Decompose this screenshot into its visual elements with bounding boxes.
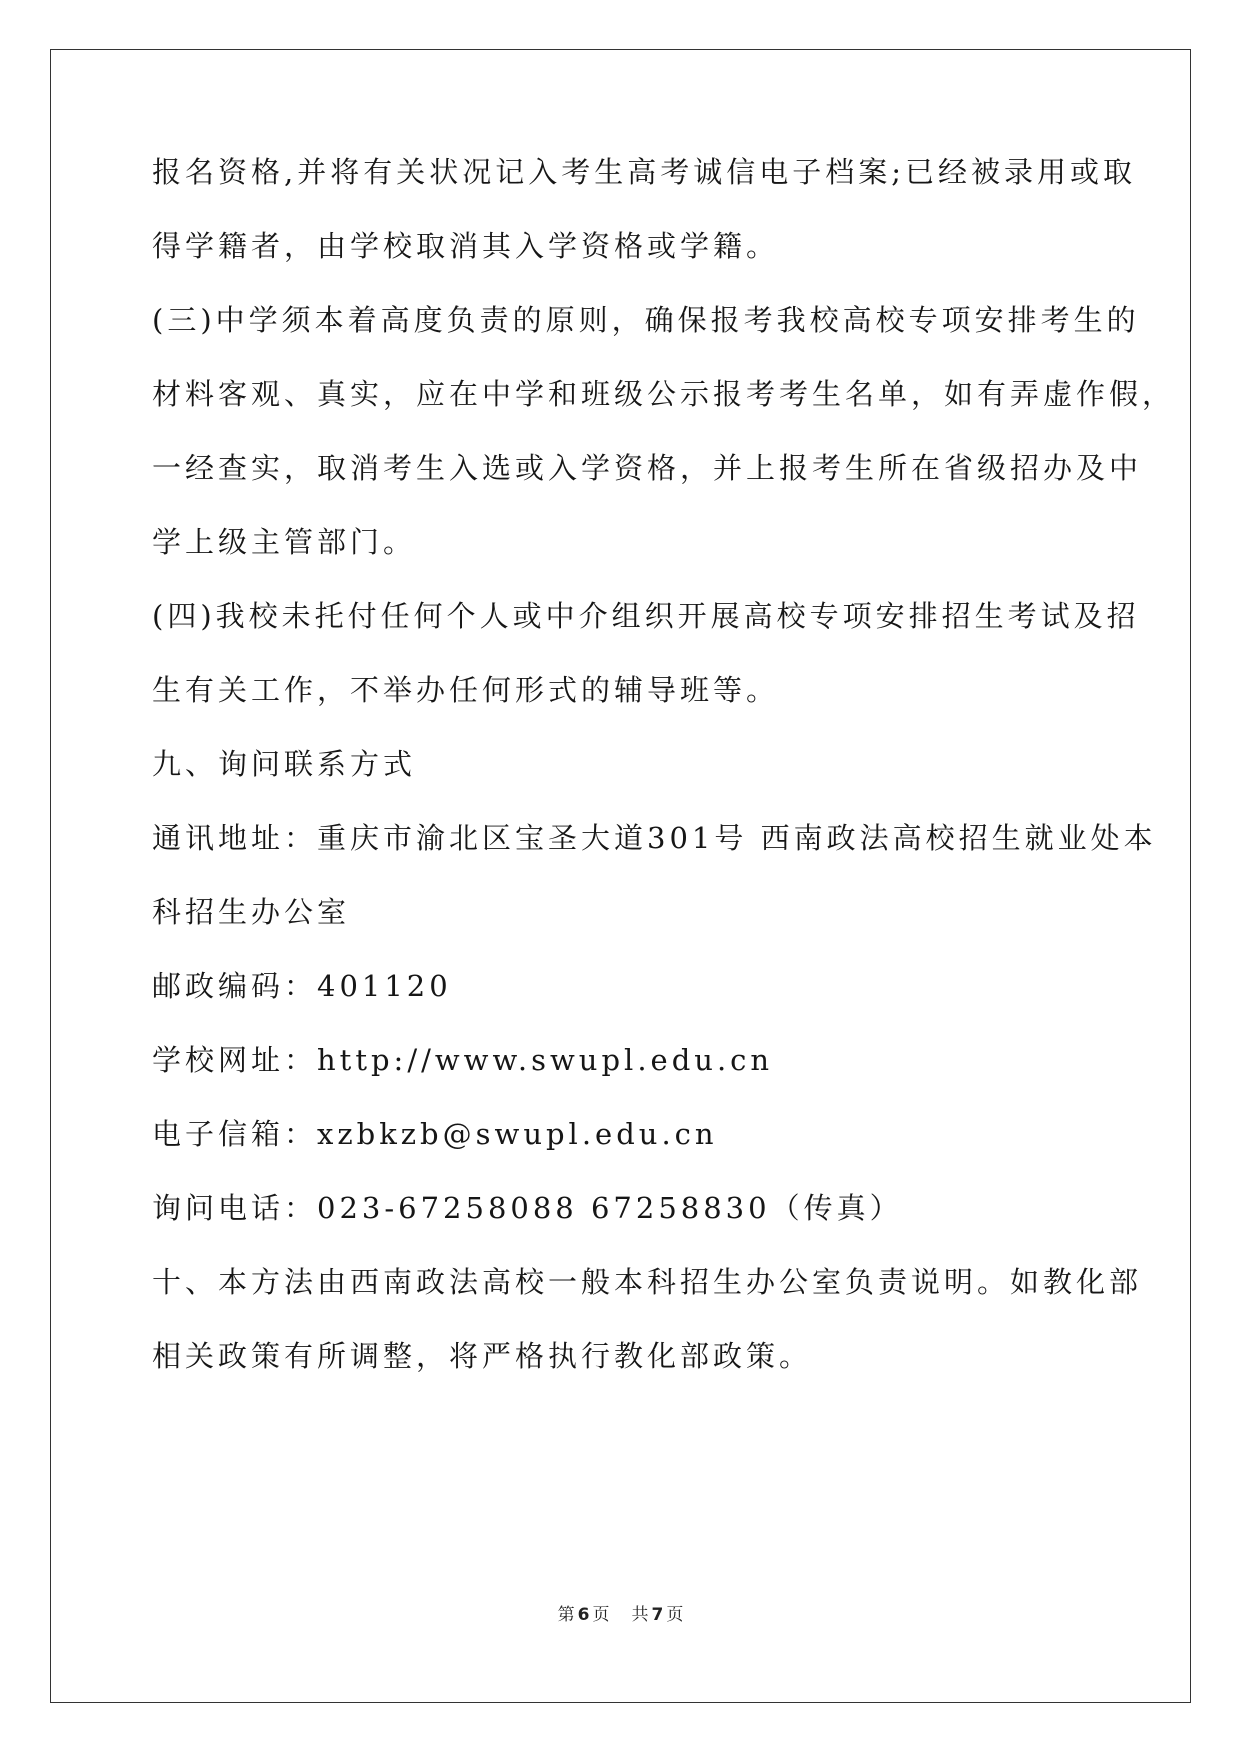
text-line-7: (四)我校未托付任何个人或中介组织开展高校专项安排招生考试及招 (152, 599, 1140, 633)
footer-total-suffix: 页 (666, 1605, 684, 1625)
page-border (50, 49, 1191, 1703)
phone: 询问电话：023-67258088 67258830（传真） (152, 1191, 903, 1225)
footer-current-page: 6 (577, 1605, 590, 1625)
section-ten-line-2: 相关政策有所调整，将严格执行教化部政策。 (152, 1339, 813, 1373)
text-line-3: (三)中学须本着高度负责的原则，确保报考我校高校专项安排考生的 (152, 303, 1140, 337)
footer-total-pages: 7 (651, 1605, 664, 1625)
section-ten-line-1: 十、本方法由西南政法高校一般本科招生办公室负责说明。如教化部 (152, 1265, 1143, 1299)
footer-total-prefix: 共 (631, 1605, 649, 1625)
footer-prefix: 第 (557, 1605, 575, 1625)
text-line-5: 一经查实，取消考生入选或入学资格，并上报考生所在省级招办及中 (152, 451, 1143, 485)
postal-code: 邮政编码：401120 (152, 969, 452, 1003)
email: 电子信箱：xzbkzb@swupl.edu.cn (152, 1117, 718, 1151)
page-footer (0, 1600, 1241, 1625)
text-line-2: 得学籍者，由学校取消其入学资格或学籍。 (152, 229, 780, 263)
footer-page-suffix: 页 (592, 1605, 610, 1625)
text-line-6: 学上级主管部门。 (152, 525, 417, 559)
address-line-2: 科招生办公室 (152, 895, 351, 929)
address-line-1: 通讯地址：重庆市渝北区宝圣大道301号 西南政法高校招生就业处本 (152, 821, 1157, 855)
section-heading-nine: 九、询问联系方式 (152, 747, 417, 781)
text-line-4: 材料客观、真实，应在中学和班级公示报考考生名单，如有弄虚作假， (152, 377, 1176, 411)
website: 学校网址：http://www.swupl.edu.cn (152, 1043, 774, 1077)
text-line-8: 生有关工作，不举办任何形式的辅导班等。 (152, 673, 780, 707)
text-line-1: 报名资格,并将有关状况记入考生高考诚信电子档案;已经被录用或取 (152, 155, 1136, 189)
